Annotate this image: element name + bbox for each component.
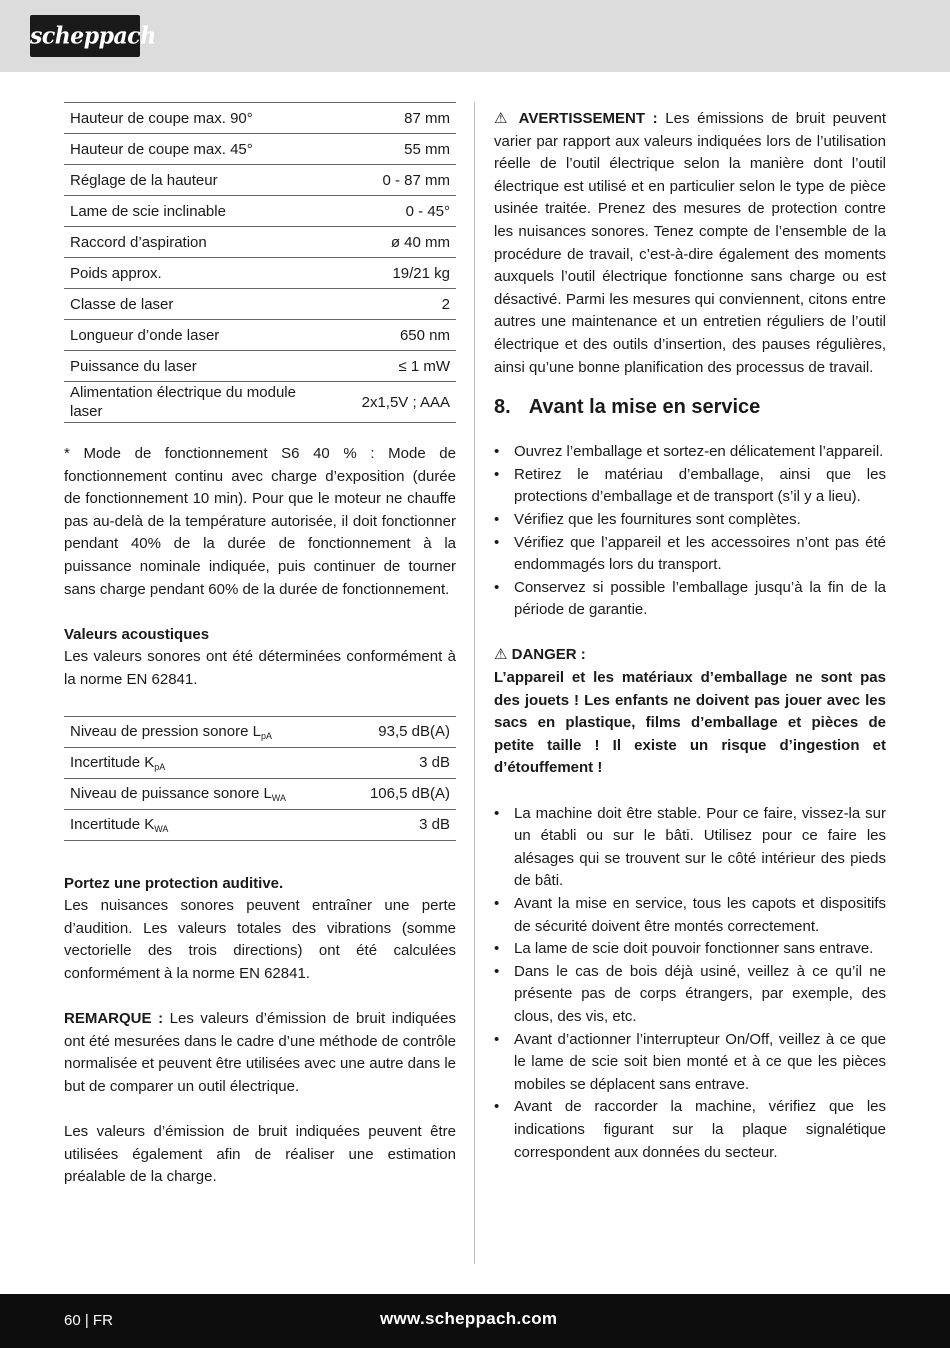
spec-value: 650 nm bbox=[306, 320, 456, 351]
list-item: • Vérifiez que les fournitures sont complètes. bbox=[494, 509, 886, 532]
list-item: • Avant de raccorder la machine, vérifiez que les indications figurant sur la plaque signalétique correspondent aux données du secteur. bbox=[494, 1096, 886, 1164]
spec-label: Lame de scie inclinable bbox=[64, 196, 306, 227]
setup-list bbox=[494, 803, 886, 1165]
spec-value: ≤ 1 mW bbox=[306, 351, 456, 382]
danger-heading bbox=[494, 644, 886, 667]
spec-label: Longueur d’onde laser bbox=[64, 320, 306, 351]
spec-label: Alimentation électrique du module laser bbox=[64, 382, 306, 423]
list-item: • Conservez si possible l’emballage jusqu’à la fin de la période de garantie. bbox=[494, 577, 886, 622]
danger-label: DANGER : bbox=[511, 646, 586, 664]
spec-label: Puissance du laser bbox=[64, 351, 306, 382]
warning-icon: ⚠ bbox=[494, 110, 511, 127]
table-row bbox=[64, 809, 456, 840]
protection-heading: Portez une protection auditive. bbox=[64, 874, 284, 892]
header-bar bbox=[0, 0, 950, 72]
remark-text: Les valeurs d’émission de bruit indiquées ont été mesurées dans le cadre d’une méthode de contrôle normalisée et peuvent être utilisées avec une autre dans le but de comparer un outil électrique. bbox=[64, 1010, 456, 1095]
spec-value: 19/21 kg bbox=[306, 258, 456, 289]
acoustic-value: 93,5 dB(A) bbox=[306, 716, 456, 747]
acoustic-heading: Valeurs acoustiques bbox=[64, 625, 210, 643]
table-row bbox=[64, 134, 456, 165]
acoustic-text: Les valeurs sonores ont été déterminées conformément à la norme EN 62841. bbox=[64, 648, 456, 688]
column-divider bbox=[474, 102, 475, 1264]
acoustic-value: 106,5 dB(A) bbox=[306, 778, 456, 809]
table-row bbox=[64, 716, 456, 747]
acoustic-label: Niveau de pression sonore $L_{pA}$ bbox=[64, 716, 306, 747]
unpack-list bbox=[494, 441, 886, 622]
spec-value: 2x1,5V ; AAA bbox=[306, 382, 456, 423]
remark-label: REMARQUE : bbox=[64, 1010, 164, 1028]
spec-label: Classe de laser bbox=[64, 289, 306, 320]
spec-value: 87 mm bbox=[306, 103, 456, 134]
list-item: • Retirez le matériau d’emballage, ainsi que les protections d’emballage et de transport (s’il y a lieu). bbox=[494, 464, 886, 509]
list-item: • Vérifiez que l’appareil et les accessoires n’ont pas été endommagés lors du transport. bbox=[494, 532, 886, 577]
spec-value: 55 mm bbox=[306, 134, 456, 165]
spec-label: Raccord d’aspiration bbox=[64, 227, 306, 258]
list-item: • La machine doit être stable. Pour ce faire, vissez-la sur un établi ou sur le bâti. Utilisez pour ce faire les alésages qui se trouvent sur le côté intérieur des pieds de bâti. bbox=[494, 803, 886, 893]
table-row bbox=[64, 747, 456, 778]
acoustic-label: Niveau de puissance sonore $L_{WA}$ bbox=[64, 778, 306, 809]
table-row bbox=[64, 165, 456, 196]
acoustic-label: Incertitude $K_{pA}$ bbox=[64, 747, 306, 778]
scheppach-logo: scheppach bbox=[30, 15, 140, 57]
protection-text: Les nuisances sonores peuvent entraîner une perte d’audition. Les valeurs totales des vibrations (somme vectorielle des trois directions) ont été calculées conformément à la norme EN 62841. bbox=[64, 897, 456, 982]
page-number: 60 | FR bbox=[64, 1312, 113, 1329]
table-row bbox=[64, 351, 456, 382]
warning-paragraph bbox=[494, 108, 886, 379]
acoustic-value: 3 dB bbox=[306, 747, 456, 778]
table-row bbox=[64, 258, 456, 289]
spec-label: Hauteur de coupe max. 90° bbox=[64, 103, 306, 134]
table-row bbox=[64, 227, 456, 258]
danger-text: L’appareil et les matériaux d’emballage ne sont pas des jouets ! Les enfants ne doivent pas jouer avec les sacs en plastique, films d’emballage et pièces de petite taille ! Il existe un risque d’ingestion et d’étouffement ! bbox=[494, 669, 886, 777]
table-row bbox=[64, 320, 456, 351]
spec-label: Réglage de la hauteur bbox=[64, 165, 306, 196]
footer-bar bbox=[0, 1294, 950, 1348]
remark-paragraph bbox=[64, 1008, 456, 1098]
list-item: • Avant d’actionner l’interrupteur On/Off, veillez à ce que le lame de scie soit bien monté et à ce que les pièces mobiles se déplacent sans entrave. bbox=[494, 1029, 886, 1097]
operating-mode-note: * Mode de fonctionnement S6 40 % : Mode de fonctionnement continu avec charge d’exposition (durée de fonctionnement 10 min). Pour que le moteur ne chauffe pas au-delà de la température autorisée, il doit fonctionner pendant 40% de la durée de fonctionnement à la puissance nominale indiquée, puis continuer de tourner sans charge pendant 60% de la durée de fonctionnement. bbox=[64, 445, 456, 598]
danger-icon: ⚠ bbox=[494, 646, 508, 664]
list-item: • La lame de scie doit pouvoir fonctionner sans entrave. bbox=[494, 938, 886, 961]
website-link[interactable]: www.scheppach.com bbox=[380, 1309, 558, 1328]
table-row bbox=[64, 289, 456, 320]
spec-value: 0 - 87 mm bbox=[306, 165, 456, 196]
table-row bbox=[64, 382, 456, 423]
spec-label: Hauteur de coupe max. 45° bbox=[64, 134, 306, 165]
spec-value: 0 - 45° bbox=[306, 196, 456, 227]
acoustic-label: Incertitude $K_{WA}$ bbox=[64, 809, 306, 840]
list-item: • Dans le cas de bois déjà usiné, veillez à ce qu’il ne présente pas de corps étrangers, par exemple, des clous, des vis, etc. bbox=[494, 961, 886, 1029]
technical-data-table bbox=[64, 102, 456, 423]
spec-value: ø 40 mm bbox=[306, 227, 456, 258]
section-heading: 8. Avant la mise en service bbox=[494, 396, 761, 419]
spec-label: Poids approx. bbox=[64, 258, 306, 289]
estimation-text: Les valeurs d’émission de bruit indiquées peuvent être utilisées également afin de réaliser une estimation préalable de la charge. bbox=[64, 1123, 456, 1186]
acoustic-table bbox=[64, 716, 456, 841]
acoustic-value: 3 dB bbox=[306, 809, 456, 840]
left-column bbox=[64, 102, 456, 1189]
warning-text: Les émissions de bruit peuvent varier par rapport aux valeurs indiquées lors de l’utilisation réelle de l’outil électrique selon la manière dont l’outil électrique est utilisé et en particulier selon le type de pièce usinée traitée. Prenez des mesures de protection contre les nuisances sonores. Tenez compte de l’ensemble de la procédure de travail, c’est-à-dire également des moments auxquels l’outil électrique fonctionne sans charge ou est désactivé. Parmi les mesures qui conviennent, citons entre autres une maintenance et un entretien réguliers de l’outil électrique et des outils d’insertion, des pauses régulières, ainsi qu’une bonne planification des processus de travail. bbox=[494, 110, 886, 376]
spec-value: 2 bbox=[306, 289, 456, 320]
list-item: • Ouvrez l’emballage et sortez-en délicatement l’appareil. bbox=[494, 441, 886, 464]
right-column bbox=[494, 108, 886, 1164]
warning-label: AVERTISSEMENT : bbox=[518, 110, 658, 127]
table-row bbox=[64, 103, 456, 134]
table-row bbox=[64, 196, 456, 227]
list-item: • Avant la mise en service, tous les capots et dispositifs de sécurité doivent être montés correctement. bbox=[494, 893, 886, 938]
table-row bbox=[64, 778, 456, 809]
